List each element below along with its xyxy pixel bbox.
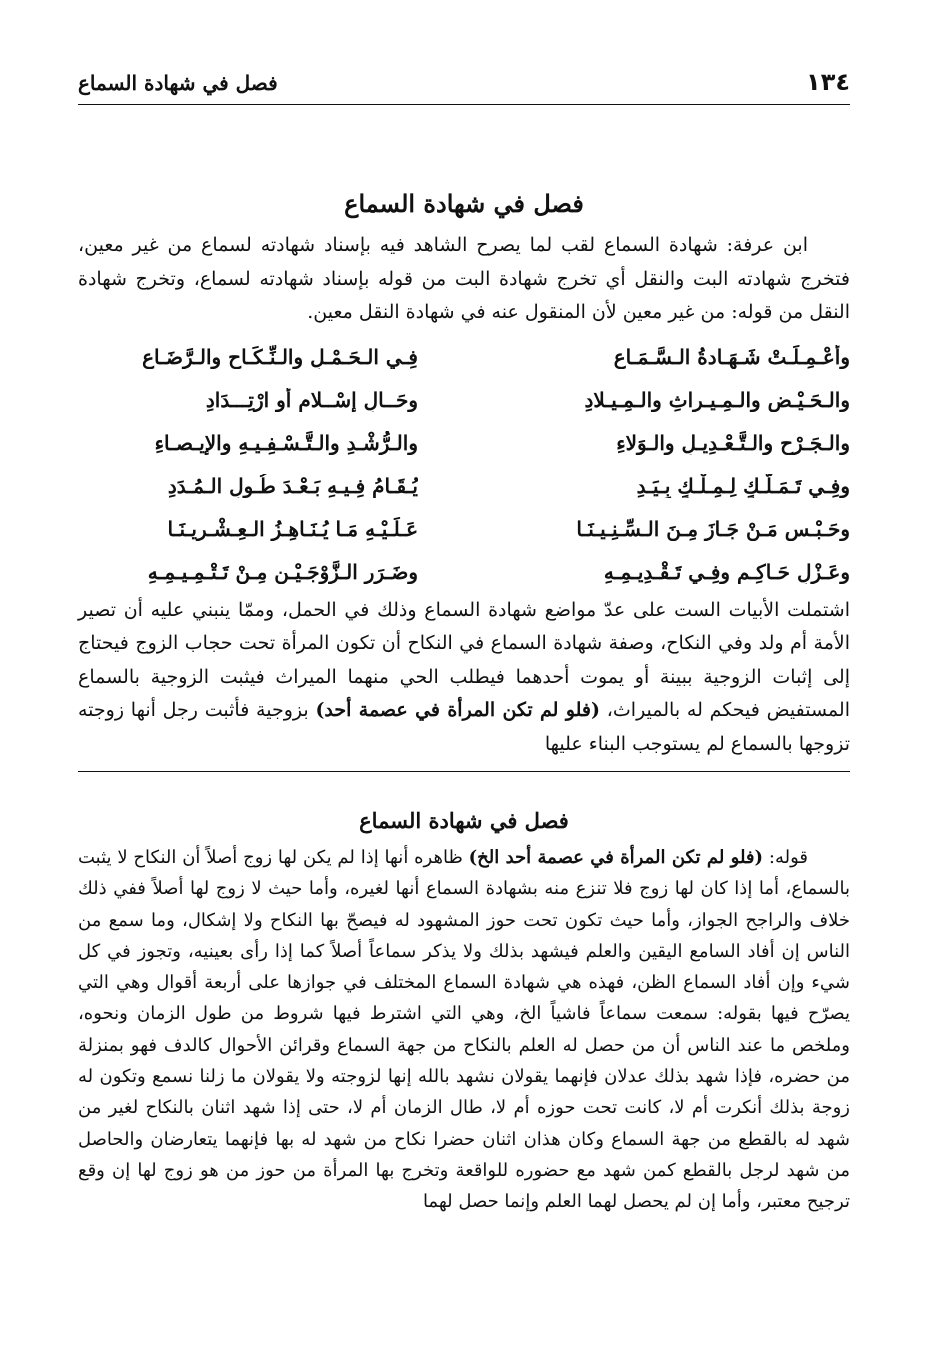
commentary-body: ظاهره أنها إذا لم يكن لها زوج أصلاً أن النكاح لا يثبت بالسماع، أما إذا كان لها زوج فلا تنزع منه بشهادة السماع أنها لغيره، وأما حيث لا زوج لها أصلاً ففي ذلك خلاف والراجح الجواز، وأما حيث تكون تحت حوز المشهود له فيصحّ بها النكاح ولا إشكال، وما سمع من الناس إن أفاد السامع اليقين والعلم فيشهد بذلك ولا يذكر سماعاً أصلاً كما إذا رأى بعينيه، وتجوز في كل شيء وإن أفاد السماع الظن، فهذه هي شهادة السماع المختلف في جوازها على أربعة أقوال وهي التي يصرّح فيها بقوله: سمعت سماعاً فاشياً الخ، وهي التي اشترط فيها شروط من طول الزمان ونحوه، وملخص ما عند الناس أن من حصل له العلم بالنكاح من جهة السماع وقرائن الأحوال كالدف فهو بمنزلة من حضره، فإذا شهد بذلك عدلان فإنهما يقولان نشهد بالله إنها لزوجته ولا يقولان ما زلنا نسمع وتكون له زوجة بذلك أنكرت أم لا، كانت تحت حوزه أم لا، طال الزمان أم لا، حتى إذا شهد اثنان بالنكاح لغير من شهد له بالقطع من جهة السماع وكان هذان اثنان حضرا نكاح من شهد له بها فإنهما يتعارضان والحاصل من شهد لرجل بالقطع كمن شهد مع حضوره للواقعة وتخرج بها المرأة من حوز من هو زوج لها إن وقع ترجيح معتبر، وأما إن لم يحصل لهما العلم وإنما حصل لهما: [78, 847, 851, 1213]
verse-first-hemistich: وأُعْـمِـلَـتْ شَـهَـادةُ الـسَّـمَـاعِ: [613, 345, 850, 369]
intro-paragraph: ابن عرفة: شهادة السماع لقب لما يصرح الشاهد فيه بإسناد شهادته لسماع من غير معين، فتخرج شهادته البت والنقل أي تخرج شهادة البت من قوله بإسناد شهادته لسماع، وتخرج شهادة النقل من قوله: من غير معين لأن المنقول عنه في شهادة النقل معين.: [78, 234, 850, 323]
verse-first-hemistich: وعَـزْلِ حَـاكِـمٍ وفِـي تَـقْـدِيـمِـهِ: [603, 560, 850, 584]
commentary-paragraph: [78, 842, 850, 1218]
running-header: [78, 68, 850, 105]
page-number: ١٣٤: [806, 68, 850, 96]
explanation-paragraph: [78, 594, 850, 762]
verse-row: [78, 422, 850, 465]
verse-row: [78, 551, 850, 594]
verse-second-hemistich: يُـقَـامُ فِـيـهِ بَـعْـدَ طُـولِ الـمُـدَدِ: [167, 474, 418, 498]
explanation-bold-quote: (فلو لم تكن المرأة في عصمة أحد): [315, 699, 600, 721]
verse-second-hemistich: وحَــالِ إسْــلامٍ أوِ ارْتِـــدَادِ: [205, 388, 418, 412]
chapter-title: فصل في شهادة السماع: [344, 189, 584, 218]
book-page: [78, 68, 850, 1218]
running-title: فصل في شهادة السماع: [78, 71, 278, 95]
explanation-text: اشتملت الأبيات الست على عدّ مواضع شهادة السماع وذلك في الحمل، وممّا ينبني عليه أن تصير الأمة أم ولد وفي النكاح، وصفة شهادة السماع في النكاح أن تكون المرأة تحت حجاب الزوج فيحتاج إلى إثبات الزوجية ببينة أو يموت أحدهما فيطلب الحي منهما الميراث فيثبت الزوجية بالسماع المستفيض فيحكم له بالميراث،: [78, 598, 850, 721]
verse-first-hemistich: والـحَـيْـضِ والـمِـيـراثِ والـمِـيـلادِ: [584, 388, 850, 412]
verse-first-hemistich: وفِـي تَـمَـلُّـكٍ لِـمِـلْـكٍ بِـيَـدِ: [636, 474, 850, 498]
verse-first-hemistich: وحَـبْـسِ مَـنْ جَـازَ مِـنَ الـسِّـنِـيـنَـا: [576, 517, 850, 541]
verse-first-hemistich: والـجَـرْحِ والـتَّـعْـدِيـلِ والـوَلاءِ: [616, 431, 850, 455]
poem-verses: [78, 336, 850, 594]
verse-row: [78, 465, 850, 508]
verse-row: [78, 336, 850, 379]
verse-second-hemistich: فِـي الـحَـمْـلِ والـنِّـكَـاحِ والـرَّضَـاعِ: [142, 345, 418, 369]
commentary-title: فصل في شهادة السماع: [359, 808, 569, 833]
verse-second-hemistich: عَـلَـيْـهِ مَـا يُـنَـاهِـزُ الـعِـشْـرِيـنَـا: [167, 517, 418, 541]
verse-second-hemistich: والـرُّشْـدِ والـتَّـسْـفِـيـهِ والإيـصـاءِ: [154, 431, 418, 455]
verse-second-hemistich: وضَـرَرِ الـزَّوْجَـيْـنِ مِـنْ تَـتْـمِـيـمِـهِ: [147, 560, 418, 584]
commentary-bold-quote: (فلو لم تكن المرأة في عصمة أحد الخ): [468, 847, 764, 868]
verse-row: [78, 508, 850, 551]
footnote-divider: [78, 771, 850, 772]
explanation-tail: بزوجية فأثبت رجل أنها زوجته تزوجها بالسماع لم يستوجب البناء عليها: [78, 699, 850, 755]
commentary-lead: قوله:: [768, 847, 808, 868]
verse-row: [78, 379, 850, 422]
